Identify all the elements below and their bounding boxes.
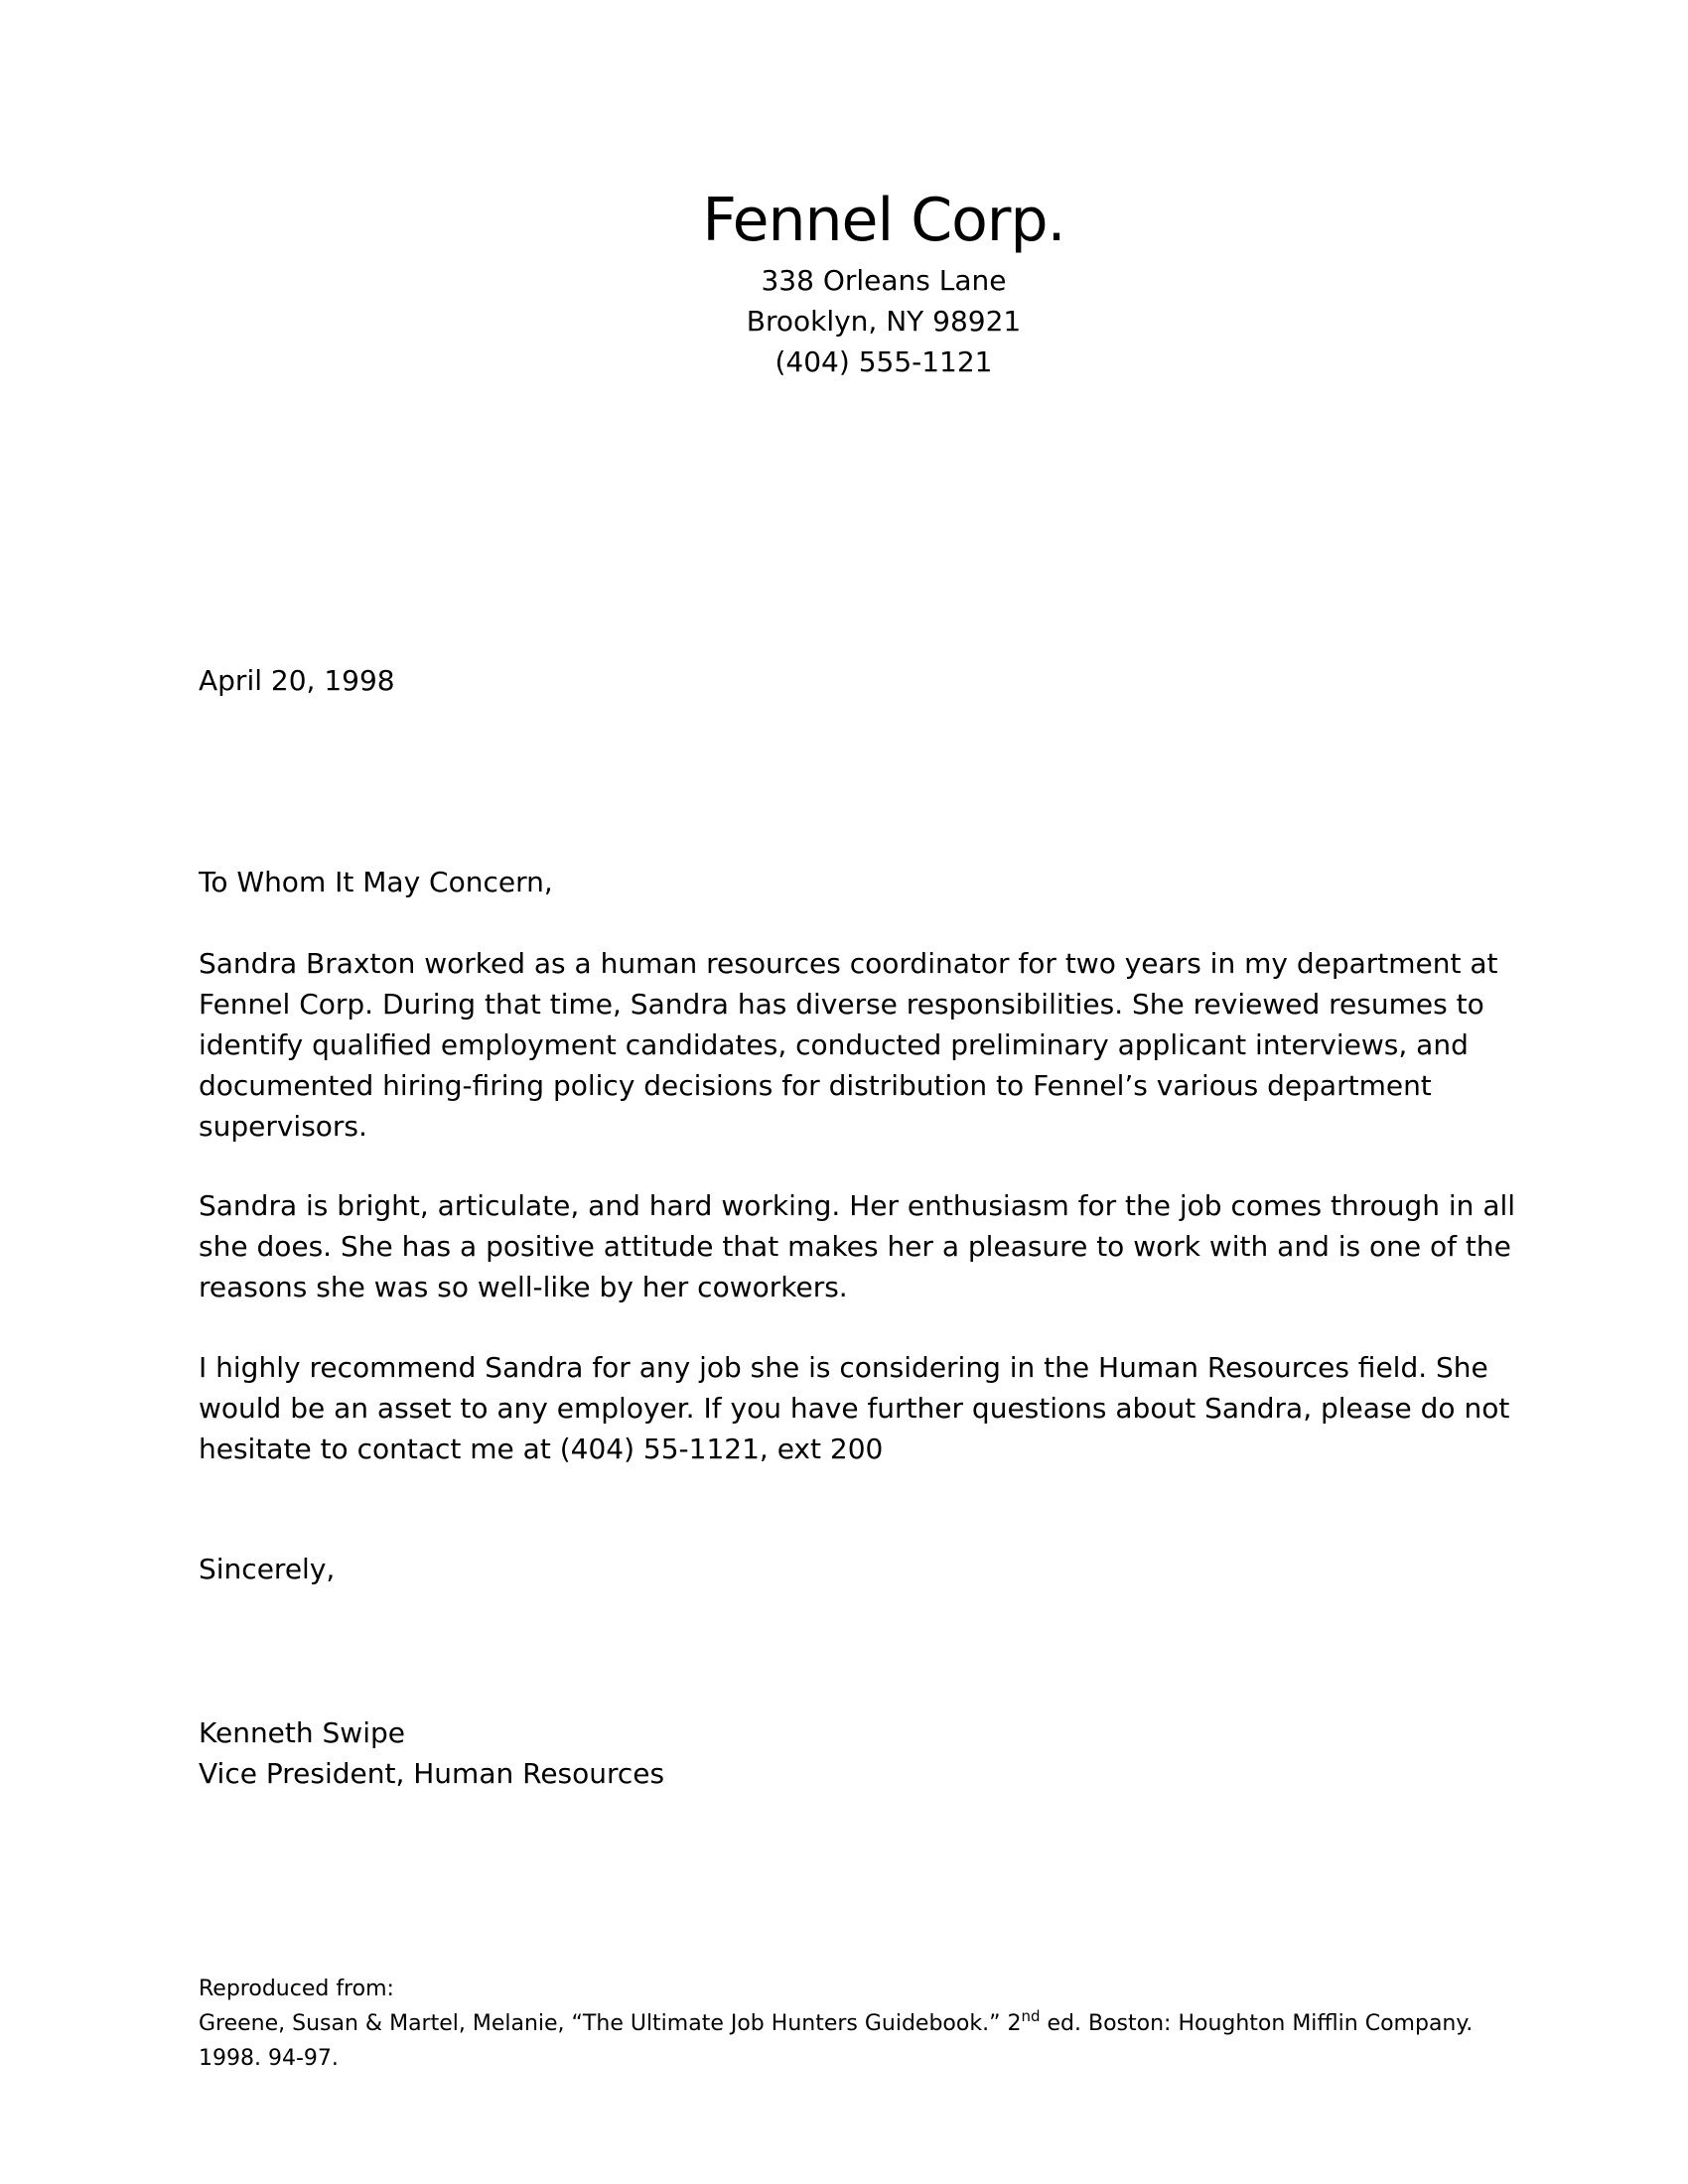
signature-block: [199, 1712, 1529, 1794]
citation-text: Greene, Susan & Martel, Melanie, “The Ultimate Job Hunters Guidebook.” 2: [199, 2011, 1022, 2036]
body-paragraph-2: Sandra is bright, articulate, and hard working. Her enthusiasm for the job comes through in all she does. She has a positive attitude that makes her a pleasure to work with and is one of the reasons she was so well-like by her coworkers.: [199, 1189, 1516, 1303]
company-city: Brooklyn, NY 98921: [746, 305, 1022, 338]
footnote-citation: [199, 2006, 1529, 2076]
company-phone: (404) 555-1121: [774, 345, 993, 378]
company-street: 338 Orleans Lane: [761, 264, 1007, 297]
company-name: Fennel Corp.: [702, 186, 1065, 255]
closing: Sincerely,: [199, 1553, 336, 1585]
letter-date: April 20, 1998: [199, 664, 395, 697]
citation-superscript: nd: [1021, 2007, 1041, 2025]
citation-text-continued: ed. Boston: Houghton Mifflin Company. 1998. 94-97.: [199, 2011, 1474, 2071]
body-paragraph-1: Sandra Braxton worked as a human resources coordinator for two years in my department at Fennel Corp. During that time, Sandra has diverse responsibilities. She reviewed resumes to identify qualified employment candidates, conducted preliminary applicant interviews, and documented hiring-firing policy decisions for distribution to Fennel’s various department supervisors.: [199, 947, 1498, 1143]
signer-title: Vice President, Human Resources: [199, 1757, 665, 1790]
body-paragraph-3: I highly recommend Sandra for any job she is considering in the Human Resources field. She would be an asset to any employer. If you have further questions about Sandra, please do not hesitate to contact me at (404) 55-1121, ext 200: [199, 1351, 1510, 1465]
salutation: To Whom It May Concern,: [199, 866, 553, 898]
letterhead: [0, 181, 1688, 382]
signer-name: Kenneth Swipe: [199, 1716, 405, 1749]
footnote-label: Reproduced from:: [199, 1977, 394, 2001]
footnote: [199, 1972, 1529, 2076]
